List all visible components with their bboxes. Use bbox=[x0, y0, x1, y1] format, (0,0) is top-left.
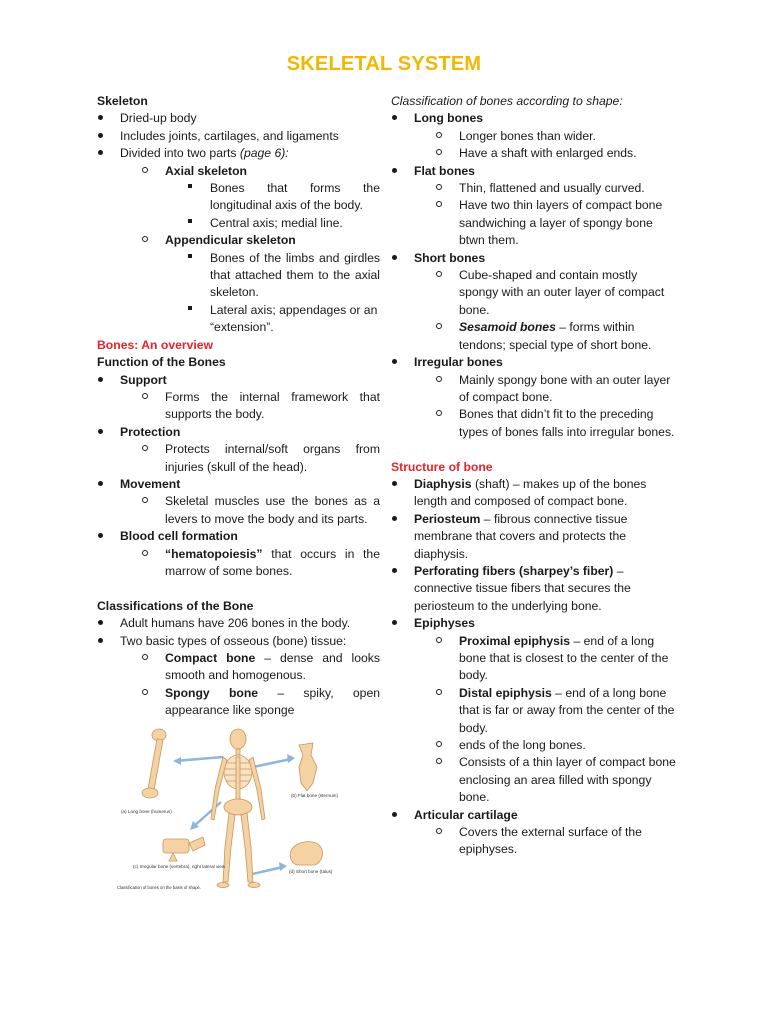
page-title: SKELETAL SYSTEM bbox=[286, 53, 482, 75]
hollow-circle-icon bbox=[142, 546, 148, 563]
bullet-dot-icon bbox=[98, 633, 110, 650]
structure-item: Diaphysis (shaft) – makes up of the bones length and composed of compact bone. bbox=[391, 476, 676, 511]
structure-item-articular-cartilage: Articular cartilage bbox=[391, 807, 676, 824]
tissue-type: Spongy bone – spiky, open appearance like sponge bbox=[97, 685, 380, 720]
classifications-heading: Classifications of the Bone bbox=[97, 598, 254, 613]
bones-overview-heading: Bones: An overview bbox=[97, 337, 214, 352]
right-column bbox=[391, 93, 676, 859]
list-item: Two basic types of osseous (bone) tissue: bbox=[97, 633, 380, 650]
bullet-dot-icon bbox=[392, 250, 404, 267]
flat-bone-label: (b) Flat bone (sternum) bbox=[291, 793, 338, 798]
function-detail: “hematopoiesis” that occurs in the marrow of some bones. bbox=[97, 546, 380, 581]
bullet-dot-icon bbox=[392, 354, 404, 371]
function-detail: Forms the internal framework that supports the body. bbox=[97, 389, 380, 424]
hollow-circle-icon bbox=[436, 824, 442, 841]
hollow-circle-icon bbox=[436, 737, 442, 754]
hollow-circle-icon bbox=[436, 197, 442, 214]
shape-point: Sesamoid bones – forms within tendons; special type of short bone. bbox=[391, 319, 676, 354]
hollow-circle-icon bbox=[436, 319, 442, 336]
shape-point: Have a shaft with enlarged ends. bbox=[391, 145, 676, 162]
hollow-circle-icon bbox=[142, 493, 148, 510]
shape-point: Have two thin layers of compact bone sandwiching a layer of spongy bone btwn them. bbox=[391, 197, 676, 249]
appendicular-point: Bones of the limbs and girdles that attached them to the axial skeleton. bbox=[97, 250, 380, 302]
function-detail: Skeletal muscles use the bones as a levers to move the body and its parts. bbox=[97, 493, 380, 528]
structure-item: Perforating fibers (sharpey’s fiber) – connective tissue fibers that secures the periosteum to the underlying bone. bbox=[391, 563, 676, 615]
hollow-circle-icon bbox=[436, 128, 442, 145]
shape-heading: Classification of bones according to shape: bbox=[391, 94, 623, 108]
hollow-circle-icon bbox=[436, 754, 442, 771]
shape-item-long: Long bones bbox=[391, 110, 676, 127]
shape-point: Mainly spongy bone with an outer layer of compact bone. bbox=[391, 372, 676, 407]
bullet-dot-icon bbox=[98, 145, 110, 162]
function-heading: Function of the Bones bbox=[97, 355, 226, 370]
figure-caption: Classification of bones on the basis of shape. bbox=[117, 885, 202, 890]
axial-point: Central axis; medial line. bbox=[97, 215, 380, 232]
shape-point: Thin, flattened and usually curved. bbox=[391, 180, 676, 197]
bullet-dot-icon bbox=[98, 528, 110, 545]
bullet-dot-icon bbox=[392, 807, 404, 824]
hollow-circle-icon bbox=[436, 145, 442, 162]
skeleton-illustration bbox=[113, 727, 345, 893]
structure-heading: Structure of bone bbox=[391, 459, 493, 474]
hollow-circle-icon bbox=[436, 685, 442, 702]
skeleton-heading: Skeleton bbox=[97, 94, 148, 108]
function-item-blood-cell-formation: Blood cell formation bbox=[97, 528, 380, 545]
axial-point: Bones that forms the longitudinal axis of the body. bbox=[97, 180, 380, 215]
hollow-circle-icon bbox=[436, 372, 442, 389]
list-item: Adult humans have 206 bones in the body. bbox=[97, 615, 380, 632]
articular-point: Covers the external surface of the epiphyses. bbox=[391, 824, 676, 859]
square-bullet-icon bbox=[188, 302, 192, 319]
bullet-dot-icon bbox=[98, 110, 110, 127]
hollow-circle-icon bbox=[436, 180, 442, 197]
function-detail: Protects internal/soft organs from injuries (skull of the head). bbox=[97, 441, 380, 476]
hollow-circle-icon bbox=[142, 163, 148, 180]
hollow-circle-icon bbox=[142, 685, 148, 702]
long-bone-label: (a) Long bone (humerus) bbox=[121, 809, 172, 814]
appendicular-skeleton-item: Appendicular skeleton bbox=[97, 232, 380, 249]
left-column bbox=[97, 93, 380, 720]
irregular-bone-label: (c) Irregular bone (vertebra), right lateral view bbox=[133, 864, 226, 869]
structure-item-epiphyses: Epiphyses bbox=[391, 615, 676, 632]
bullet-dot-icon bbox=[98, 372, 110, 389]
epiphyses-point: Proximal epiphysis – end of a long bone that is closest to the center of the body. bbox=[391, 633, 676, 685]
bullet-dot-icon bbox=[392, 110, 404, 127]
bullet-dot-icon bbox=[392, 563, 404, 580]
square-bullet-icon bbox=[188, 180, 192, 197]
bullet-dot-icon bbox=[392, 615, 404, 632]
talus-bone-icon bbox=[290, 842, 322, 865]
hollow-circle-icon bbox=[142, 389, 148, 406]
epiphyses-point: ends of the long bones. bbox=[391, 737, 676, 754]
square-bullet-icon bbox=[188, 250, 192, 267]
shape-item-irregular: Irregular bones bbox=[391, 354, 676, 371]
hollow-circle-icon bbox=[142, 232, 148, 249]
bullet-dot-icon bbox=[98, 128, 110, 145]
function-item-movement: Movement bbox=[97, 476, 380, 493]
bullet-dot-icon bbox=[98, 476, 110, 493]
tissue-type: Compact bone – dense and looks smooth and homogenous. bbox=[97, 650, 380, 685]
structure-item: Periosteum – fibrous connective tissue membrane that covers and protects the diaphysis. bbox=[391, 511, 676, 563]
shape-point: Bones that didn’t fit to the preceding types of bones falls into irregular bones. bbox=[391, 406, 676, 441]
bullet-dot-icon bbox=[98, 424, 110, 441]
shape-item-flat: Flat bones bbox=[391, 163, 676, 180]
function-item-protection: Protection bbox=[97, 424, 380, 441]
epiphyses-point: Distal epiphysis – end of a long bone that is far or away from the center of the body. bbox=[391, 685, 676, 737]
shape-point: Cube-shaped and contain mostly spongy with an outer layer of compact bone. bbox=[391, 267, 676, 319]
list-item: Dried-up body bbox=[97, 110, 380, 127]
page-reference: (page 6): bbox=[239, 146, 289, 161]
hollow-circle-icon bbox=[436, 267, 442, 284]
short-bone-label: (d) Short bone (talus) bbox=[289, 869, 333, 874]
shape-point: Longer bones than wider. bbox=[391, 128, 676, 145]
bullet-dot-icon bbox=[392, 163, 404, 180]
shape-item-short: Short bones bbox=[391, 250, 676, 267]
appendicular-point: Lateral axis; appendages or an “extension”. bbox=[97, 302, 380, 337]
hollow-circle-icon bbox=[436, 633, 442, 650]
axial-skeleton-item: Axial skeleton bbox=[97, 163, 380, 180]
epiphyses-point: Consists of a thin layer of compact bone enclosing an area filled with spongy bone. bbox=[391, 754, 676, 806]
list-item: Divided into two parts (page 6): bbox=[97, 145, 380, 162]
hollow-circle-icon bbox=[142, 650, 148, 667]
list-item: Includes joints, cartilages, and ligaments bbox=[97, 128, 380, 145]
hollow-circle-icon bbox=[436, 406, 442, 423]
bullet-dot-icon bbox=[392, 476, 404, 493]
square-bullet-icon bbox=[188, 215, 192, 232]
bone-classification-figure bbox=[113, 727, 345, 893]
hollow-circle-icon bbox=[142, 441, 148, 458]
bullet-dot-icon bbox=[392, 511, 404, 528]
bullet-dot-icon bbox=[98, 615, 110, 632]
function-item-support: Support bbox=[97, 372, 380, 389]
